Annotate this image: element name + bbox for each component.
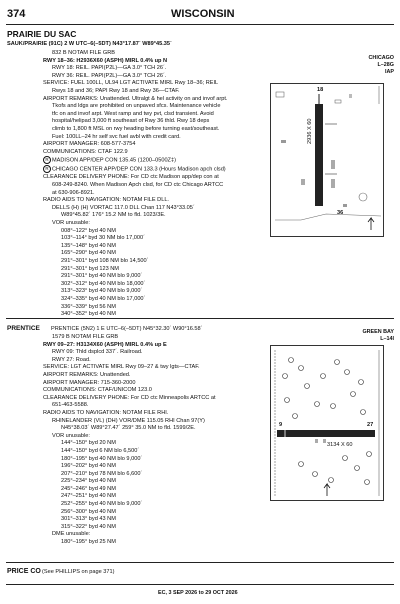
airport1-diagram xyxy=(270,83,384,237)
line-text: COMMUNICATIONS: CTAF/UNICOM 123.0 xyxy=(43,387,152,394)
line-text: RWY 18: REIL. PAPI(P2L)—GA 3.0° TCH 26´. xyxy=(52,65,167,72)
line-text: 144°–150° byd 20 NM xyxy=(61,440,116,447)
line-text: RWY 09–27: H3134X60 (ASPH) MIRL 0.4% up E xyxy=(43,341,167,348)
text-line xyxy=(43,501,263,509)
text-line xyxy=(43,273,263,281)
text-line xyxy=(43,478,263,486)
text-line xyxy=(43,205,263,213)
line-text: RWY 27: Road. xyxy=(52,356,91,363)
text-line xyxy=(43,96,263,104)
line-text: 313°–323° byd 40 NM blo 9,000´ xyxy=(61,288,143,295)
airport1-text xyxy=(43,50,263,319)
line-text: RWY 18–36: H2936X60 (ASPH) MIRL 0.4% up N xyxy=(43,57,168,64)
text-line xyxy=(43,387,263,395)
text-line xyxy=(43,304,263,312)
text-line xyxy=(43,425,263,433)
text-line xyxy=(43,156,263,165)
line-text: 008°–122° byd 40 NM xyxy=(61,227,116,234)
line-text: 135°–148° byd 40 NM xyxy=(61,242,116,249)
hangar xyxy=(301,179,305,185)
text-line xyxy=(43,103,263,111)
line-text: 340°–352° byd 40 NM xyxy=(61,311,116,318)
line-text: 245°–246° byd 49 NM xyxy=(61,485,116,492)
text-line xyxy=(43,134,263,142)
line-text: RWY 09: Thld dsplcd 337´. Railroad. xyxy=(52,349,143,356)
hangar xyxy=(315,439,318,443)
line-text: CHICAGO CENTER APP/DEP CON 133.3 (Hours Madison apch clsd) xyxy=(52,166,226,173)
chart-series: L–28G xyxy=(377,62,394,68)
page-number: 374 xyxy=(7,8,26,20)
line-text: 252°–255° byd 40 NM blo 9,000´ xyxy=(61,501,143,508)
terrain-mark xyxy=(335,100,341,103)
text-line xyxy=(43,524,263,532)
text-line xyxy=(43,88,263,96)
line-text: VOR unusable: xyxy=(52,432,90,439)
price-co-name: PRICE CO xyxy=(7,568,41,575)
text-line xyxy=(43,258,263,266)
line-text: 256°–300° byd 40 NM xyxy=(61,508,116,515)
line-text: AIRPORT REMARKS: Unattended. xyxy=(43,371,131,378)
chart-series: L–14I xyxy=(380,336,394,342)
text-line xyxy=(43,288,263,296)
text-line xyxy=(43,141,263,149)
terrain-mark xyxy=(276,92,284,97)
airport2-text xyxy=(43,334,263,547)
airport2-chart-info xyxy=(362,329,394,343)
line-text: 324°–335° byd 40 NM blo 17,000´ xyxy=(61,295,146,302)
runway-end-27: 27 xyxy=(367,422,374,428)
line-text: RADIO AIDS TO NAVIGATION: NOTAM FILE RHI. xyxy=(43,409,169,416)
price-co-note: (See PHILLIPS on page 371) xyxy=(42,569,115,575)
text-line xyxy=(43,342,263,350)
line-text: MADISON APP/DEP CON 135.45 (1200–0500Z‡) xyxy=(52,157,176,164)
line-text: 336°–339° byd 56 NM xyxy=(61,303,116,310)
line-text: 180°–195° byd 25 NM xyxy=(61,539,116,546)
runway-end-36: 36 xyxy=(337,210,344,216)
text-line xyxy=(43,410,263,418)
hangar xyxy=(331,179,335,188)
text-line xyxy=(43,364,263,372)
line-text: COMMUNICATIONS: CTAF 122.9 xyxy=(43,148,128,155)
line-text: Tkofs and ldgs are prohibited on unpaved sfcs. Maintenance vehicle xyxy=(52,103,221,110)
text-line xyxy=(43,165,263,174)
frequency-marker-icon: R xyxy=(43,156,51,164)
text-line xyxy=(43,80,263,88)
text-line xyxy=(43,456,263,464)
text-line xyxy=(43,174,263,182)
line-text: VOR unusable: xyxy=(52,220,90,227)
line-text: Rwys 18 and 36; PAPI Rwy 18 and Rwy 36—CTAF. xyxy=(52,87,180,94)
text-line xyxy=(43,531,263,539)
text-line xyxy=(43,111,263,119)
line-text: RHINELANDER (VL) (DH) VOR/DME 115.05 RHI Chan 97(Y) xyxy=(52,417,205,424)
airport2-diagram xyxy=(270,345,384,501)
line-text: AIRPORT MANAGER: 608-577-3754 xyxy=(43,141,136,148)
line-text: climb to 1,800 ft MSL on rwy heading before turning east/southeast. xyxy=(52,125,220,132)
text-line xyxy=(43,73,263,81)
line-text: 1579 B NOTAM FILE GRB xyxy=(52,334,119,340)
line-text: SERVICE: FUEL 100LL, UL94 LGT ACTIVATE MIRL Rwy 18–36; REIL xyxy=(43,80,219,87)
road xyxy=(275,214,381,220)
line-text: Fuel: 100LL–24 hr self svc fuel avbl with credit card. xyxy=(52,133,181,140)
line-text: 196°–202° byd 40 NM xyxy=(61,463,116,470)
building xyxy=(349,94,352,98)
text-line xyxy=(43,182,263,190)
line-text: RADIO AIDS TO NAVIGATION: NOTAM FILE DLL. xyxy=(43,197,169,204)
line-text: DELLS (H) (H) VORTAC 117.0 DLL Chan 117 N43°33.05´ xyxy=(52,204,195,211)
city-name: PRAIRIE DU SAC xyxy=(7,29,77,39)
line-text: RWY 36: REIL. PAPI(P2L)—GA 3.0° TCH 26´. xyxy=(52,72,167,79)
header-rule xyxy=(6,24,394,25)
text-line xyxy=(43,433,263,441)
text-line xyxy=(43,235,263,243)
line-text: 302°–312° byd 40 NM blo 18,000´ xyxy=(61,280,146,287)
text-line xyxy=(43,228,263,236)
line-text: 291°–301° byd 40 NM blo 9,000´ xyxy=(61,273,143,280)
line-text: SERVICE: LGT ACTIVATE MIRL Rwy 09–27 & twy lgts—CTAF. xyxy=(43,364,200,371)
text-line xyxy=(43,149,263,157)
line-text: hospital/helipad 3,000 ft southeast of Rwy 36 thld. Rwy 18 deps xyxy=(52,118,210,125)
line-text: 225°–234° byd 40 NM xyxy=(61,478,116,485)
text-line xyxy=(43,471,263,479)
north-arrow-icon xyxy=(324,484,330,496)
line-text: W89°45.82´ 176° 15.2 NM to fld. 1023/3E. xyxy=(61,212,166,219)
text-line xyxy=(43,418,263,426)
text-line xyxy=(43,220,263,228)
line-text: DME unusable: xyxy=(52,531,91,538)
footer-rule xyxy=(6,584,394,585)
section-rule xyxy=(6,318,394,319)
text-line xyxy=(43,493,263,501)
chart-name: GREEN BAY xyxy=(362,329,394,335)
text-line xyxy=(43,539,263,547)
hangar xyxy=(323,439,326,443)
text-line xyxy=(43,349,263,357)
airport2-city: PRENTICE xyxy=(7,325,40,332)
line-text: N45°38.03´ W89°27.47´ 259° 35.0 NM to fld. 1599/2E. xyxy=(61,425,196,432)
building xyxy=(281,140,286,143)
text-line xyxy=(43,126,263,134)
text-line xyxy=(43,448,263,456)
airport2-name-line: PRENTICE (5N2) 1 E UTC–6(–5DT) N45°32.30´ W90°16.58´ xyxy=(51,326,203,332)
text-line xyxy=(43,266,263,274)
runway-dimensions: 2936 X 60 xyxy=(307,118,313,144)
runway-09-27 xyxy=(277,430,375,437)
line-text: 165°–290° byd 40 NM xyxy=(61,250,116,257)
airport1-diagram-svg xyxy=(271,84,383,236)
hangar xyxy=(331,160,335,169)
chart-name: CHICAGO xyxy=(368,55,394,61)
text-line xyxy=(43,281,263,289)
text-line xyxy=(43,65,263,73)
text-line xyxy=(43,463,263,471)
runway-18-36 xyxy=(315,104,323,206)
frequency-marker-icon: R xyxy=(43,165,51,173)
text-line xyxy=(43,190,263,198)
line-text: 291°–301° byd 108 NM blo 14,500´ xyxy=(61,258,149,264)
runway-end-9: 9 xyxy=(279,422,283,428)
airport1-name-line: SAUK/PRAIRIE (91C) 2 W UTC–6(–5DT) N43°17.87´ W89°45.35´ xyxy=(7,41,172,47)
text-line xyxy=(43,440,263,448)
north-arrow-icon xyxy=(368,218,374,230)
text-line xyxy=(43,50,263,58)
line-text: 315°–322° byd 40 NM xyxy=(61,523,116,530)
beacon xyxy=(359,193,367,201)
section-rule xyxy=(6,562,394,563)
text-line xyxy=(43,250,263,258)
text-line xyxy=(43,380,263,388)
line-text: 247°–251° byd 40 NM xyxy=(61,493,116,500)
line-text: AIRPORT MANAGER: 715-360-2000 xyxy=(43,379,136,386)
line-text: 291°–301° byd 123 NM xyxy=(61,265,119,272)
text-line xyxy=(43,402,263,410)
text-line xyxy=(43,334,263,342)
line-text: 832 B NOTAM FILE GRB xyxy=(52,50,115,56)
chart-iap: IAP xyxy=(385,69,394,75)
text-line xyxy=(43,357,263,365)
airport1-chart-info xyxy=(369,55,394,76)
line-text: tfc on and invof arpt. West ramp and twy pvt, clsd transient. Avoid xyxy=(52,110,214,117)
line-text: AIRPORT REMARKS: Unattended. Ultralgt & hel activity on and invof arpt. xyxy=(43,95,228,102)
text-line xyxy=(43,486,263,494)
line-text: 651-463-5588. xyxy=(52,402,89,409)
line-text: 103°–114° byd 30 NM blo 17,000´ xyxy=(61,235,145,242)
line-text: 144°–150° byd 6 NM blo 6,500´ xyxy=(61,447,140,454)
state-title: WISCONSIN xyxy=(171,8,235,20)
line-text: 207°–210° byd 78 NM blo 6,600´ xyxy=(61,470,143,477)
runway-end-18: 18 xyxy=(317,87,324,93)
building xyxy=(343,204,347,207)
text-line xyxy=(43,118,263,126)
text-line xyxy=(43,372,263,380)
line-text: 608-249-8240. When Madison Apch clsd, for CD ctc Chicago ARTCC xyxy=(52,182,224,189)
line-text: at 630-906-8921. xyxy=(52,189,95,196)
text-line xyxy=(43,509,263,517)
line-text: 301°–313° byd 43 NM xyxy=(61,516,116,523)
line-text: CLEARANCE DELIVERY PHONE: For CD ctc Minneapolis ARTCC at xyxy=(43,394,216,401)
text-line xyxy=(43,197,263,205)
line-text: 180°–195° byd 40 NM blo 9,000´ xyxy=(61,455,143,462)
text-line xyxy=(43,243,263,251)
text-line xyxy=(43,296,263,304)
text-line xyxy=(43,58,263,66)
footer-dates: EC, 3 SEP 2026 to 29 OCT 2026 xyxy=(158,590,238,596)
text-line xyxy=(43,395,263,403)
text-line xyxy=(43,516,263,524)
line-text: CLEARANCE DELIVERY PHONE: For CD ctc Madison app/dep con at xyxy=(43,174,219,181)
text-line xyxy=(43,212,263,220)
runway-dimensions: 3134 X 60 xyxy=(327,442,353,448)
